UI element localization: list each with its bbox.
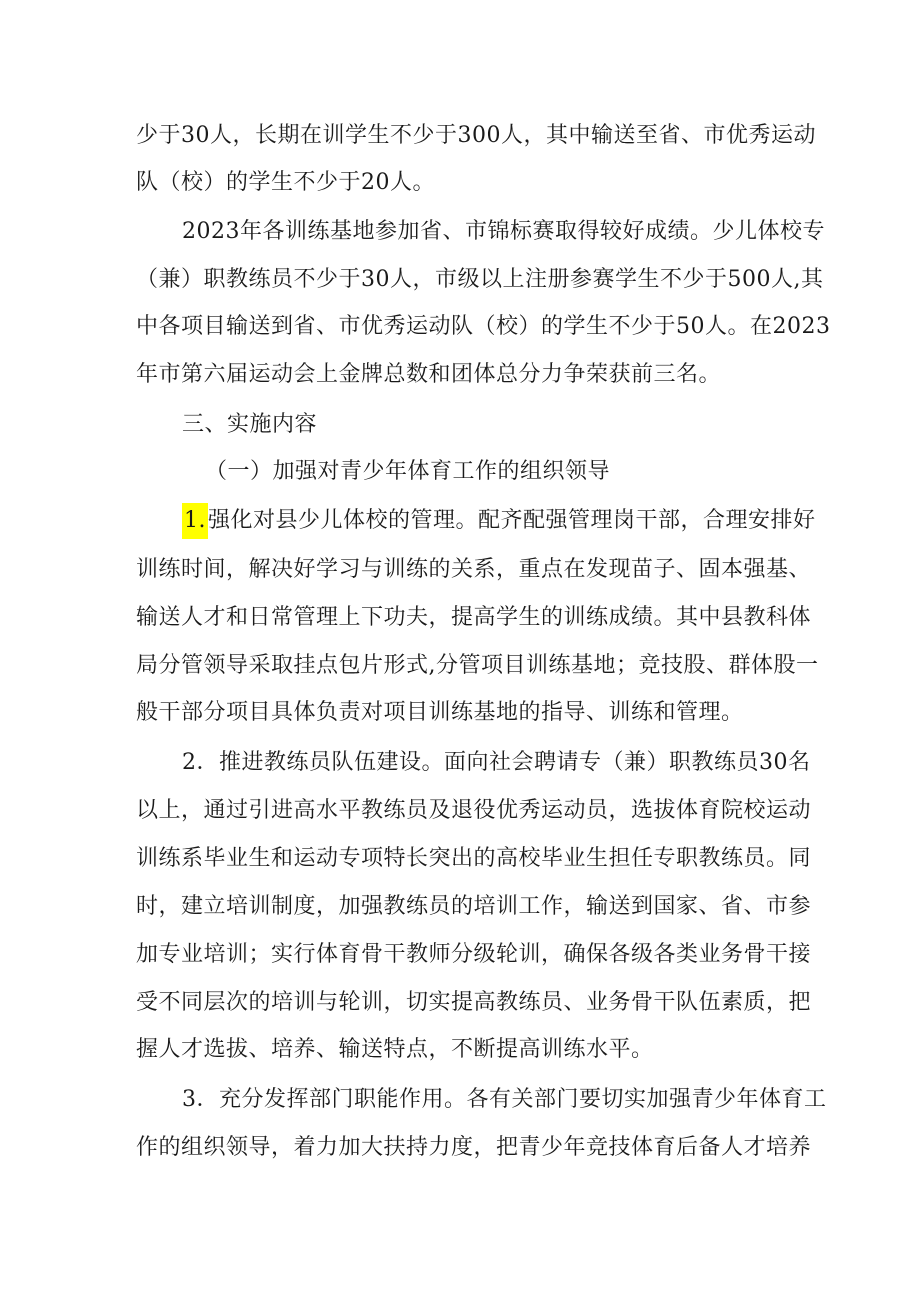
paragraph-line: 局分管领导采取挂点包片形式,分管项目训练基地；竞技股、群体股一 [136,653,819,678]
paragraph-line: 队（校）的学生不少于20人。 [136,170,435,195]
paragraph-line: 以上，通过引进高水平教练员及退役优秀运动员，选拔体育院校运动 [136,798,812,823]
paragraph-line: 输送人才和日常管理上下功夫，提高学生的训练成绩。其中县教科体 [136,605,812,630]
paragraph-line: 年市第六届运动会上金牌总数和团体总分力争荣获前三名。 [136,362,722,387]
paragraph-line-numbered [182,501,842,541]
paragraph-line: 2023年各训练基地参加省、市锦标赛取得较好成绩。少儿体校专 [182,219,825,244]
paragraph-text: 强化对县少儿体校的管理。配齐配强管理岗干部，合理安排好 [208,508,816,533]
paragraph-line: 中各项目输送到省、市优秀运动队（校）的学生不少于50人。在2023 [136,314,831,339]
paragraph-line: 握人才选拔、培养、输送特点，不断提高训练水平。 [136,1037,654,1062]
paragraph-line: 3．充分发挥部门职能作用。各有关部门要切实加强青少年体育工 [182,1087,827,1112]
paragraph-line: 作的组织领导，着力加大扶持力度，把青少年竞技体育后备人才培养 [136,1135,812,1160]
paragraph-line: 受不同层次的培训与轮训，切实提高教练员、业务骨干队伍素质，把 [136,990,812,1015]
paragraph-line: 少于30人，长期在训学生不少于300人，其中输送至省、市优秀运动 [136,123,816,148]
paragraph-line: （兼）职教练员不少于30人，市级以上注册参赛学生不少于500人,其 [136,267,824,292]
paragraph-line: 训练系毕业生和运动专项特长突出的高校毕业生担任专职教练员。同 [136,846,812,871]
paragraph-line: 训练时间，解决好学习与训练的关系，重点在发现苗子、固本强基、 [136,557,812,582]
paragraph-line: 时，建立培训制度，加强教练员的培训工作，输送到国家、省、市参 [136,894,812,919]
subsection-heading: （一）加强对青少年体育工作的组织领导 [205,459,611,484]
section-heading: 三、实施内容 [182,412,318,437]
paragraph-line: 般干部分项目具体负责对项目训练基地的指导、训练和管理。 [136,700,744,725]
paragraph-line: 2．推进教练员队伍建设。面向社会聘请专（兼）职教练员30名 [182,750,811,775]
paragraph-line: 加专业培训；实行体育骨干教师分级轮训，确保各级各类业务骨干接 [136,942,812,967]
highlighted-number-marker: 1. [182,503,208,539]
